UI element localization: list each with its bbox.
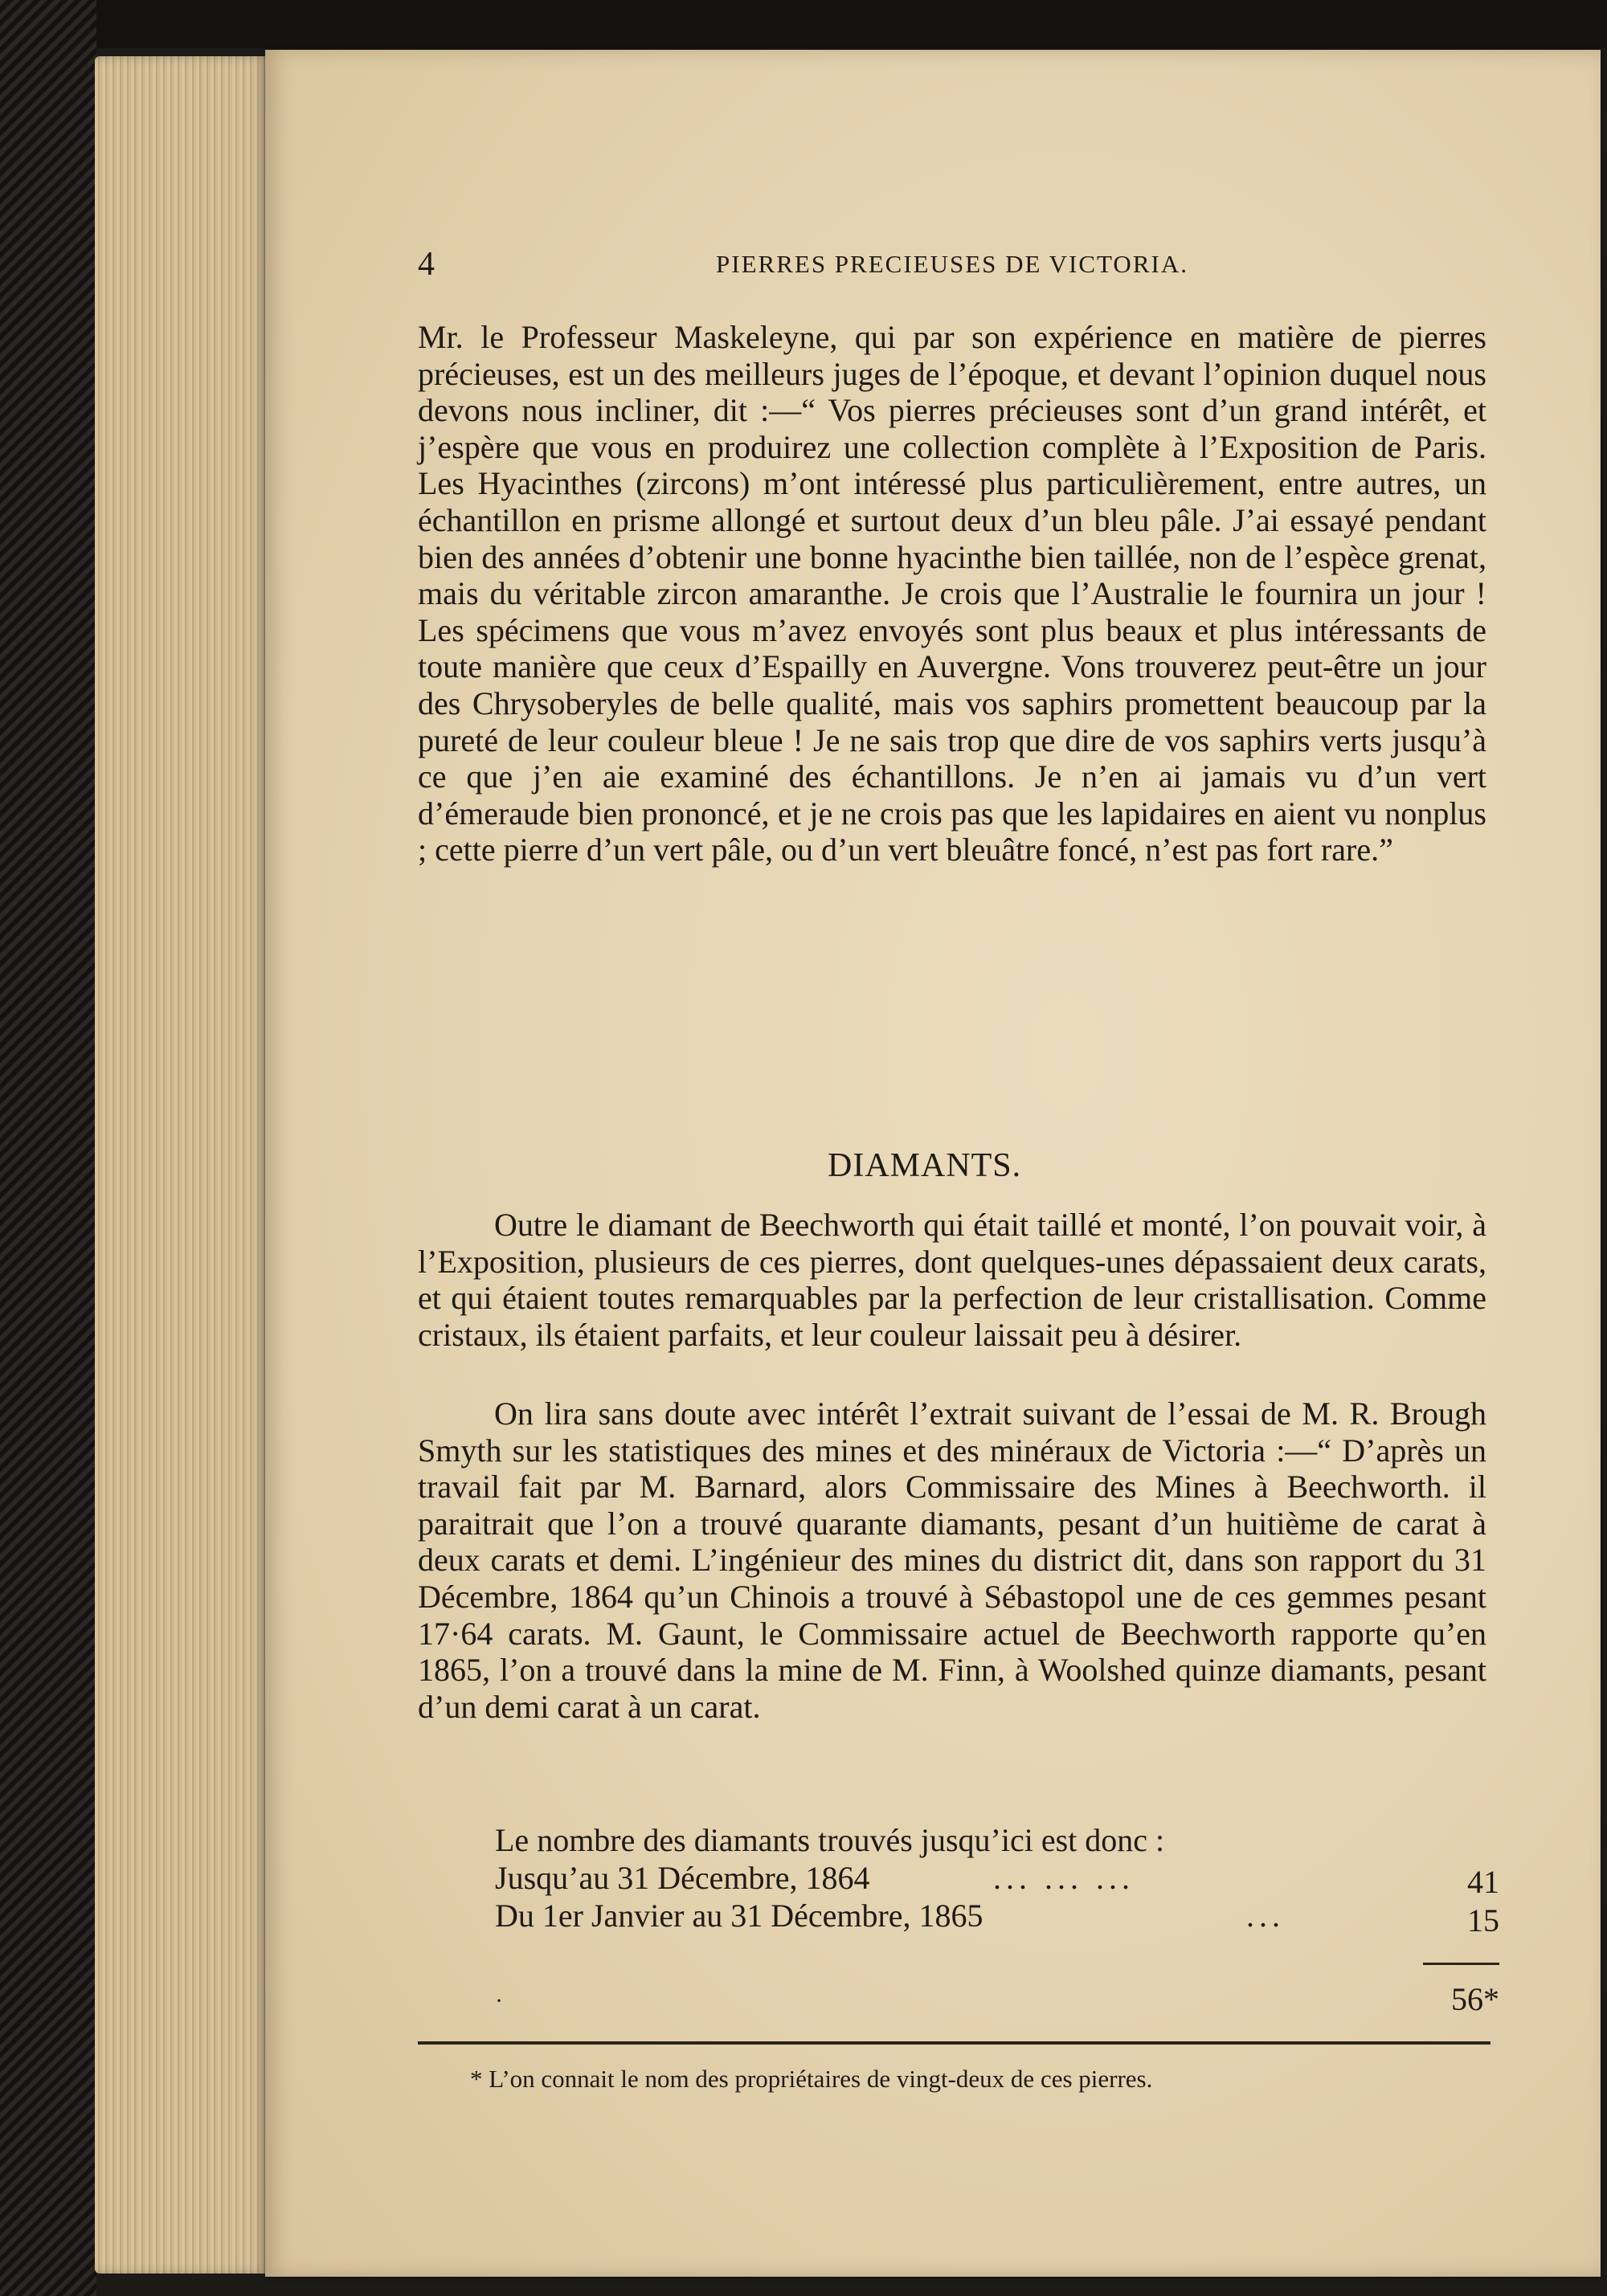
page-edges [95, 56, 268, 2274]
running-title: PIERRES PRECIEUSES DE VICTORIA. [716, 250, 1188, 278]
row-leader-dots: ... ... ... [993, 1860, 1135, 1896]
footnote-rule [418, 2041, 1490, 2045]
row-leader-dots: ... [1246, 1898, 1285, 1934]
book-binding [0, 0, 96, 2296]
section-heading-diamants: DIAMANTS. [828, 1147, 1022, 1184]
table-intro: Le nombre des diamants trouvés jusqu’ici est donc : [495, 1822, 1165, 1858]
table-row [495, 1859, 870, 1897]
row-value: 15 [1467, 1902, 1499, 1939]
footnote: * L’on connait le nom des propriétaires de vingt-deux de ces pierres. [470, 2065, 1153, 2093]
paragraph-brough-smyth-extract: On lira sans doute avec intérêt l’extrait suivant de l’essai de M. R. Brough Smyth sur les statistiques des mines et des minéraux de Victoria :—“ D’après un travail fait par M. Barnard, alors Commissaire des Mines à Beechworth. il paraitrait que l’on a trouvé quarante diamants, pesant d’un huitième de carat à deux carats et demi. L’ingénieur des mines du district dit, dans son rapport du 31 Décembre, 1864 qu’un Chinois a trouvé à Sébastopol une de ces gemmes pesant 17·64 carats. M. Gaunt, le Commissaire actuel de Beechworth rapporte qu’en 1865, l’on a trouvé dans la mine de M. Finn, à Woolshed quinze diamants, pesant d’un demi carat à un carat. [418, 1395, 1486, 1725]
paragraph-beechworth-diamond: Outre le diamant de Beechworth qui était taillé et monté, l’on pouvait voir, à l’Exposition, plusieurs de ces pierres, dont quelques-unes dépassaient deux carats, et qui étaient toutes remarquables par la perfection de leur cristallisation. Comme cristaux, ils étaient parfaits, et leur couleur laissait peu à désirer. [418, 1207, 1486, 1353]
page-number: 4 [418, 246, 435, 283]
sum-rule [1423, 1963, 1499, 1965]
row-label: Du 1er Janvier au 31 Décembre, 1865 [495, 1898, 983, 1934]
paragraph-maskelyne-quote: Mr. le Professeur Maskeleyne, qui par son expérience en matière de pierres précieuses, est un des meilleurs juges de l’époque, et devant l’opinion duquel nous devons nous incliner, dit :—“ Vos pierres précieuses sont d’un grand intérêt, et j’espère que vous en produirez une collection complète à l’Exposition de Paris. Les Hyacinthes (zircons) m’ont intéressé plus particulièrement, entre autres, un échantillon en prisme allongé et surtout deux d’un bleu pâle. J’ai essayé pendant bien des années d’obtenir une bonne hyacinthe bien taillée, non de l’espèce grenat, mais du véritable zircon amaranthe. Je crois que l’Australie le fournira un jour ! Les spécimens que vous m’avez envoyés sont plus beaux et plus intéressants de toute manière que ceux d’Espailly en Auvergne. Vons trouverez peut-être un jour des Chrysoberyles de belle qualité, mais vos saphirs promettent beaucoup par la pureté de leur couleur bleue ! Je ne sais trop que dire de vos saphirs verts jusqu’à ce que j’en aie examiné des échantillons. Je n’en ai jamais vu d’un vert d’émeraude bien prononcé, et je ne crois pas que les lapidaires en aient vu nonplus ; cette pierre d’un vert pâle, ou d’un vert bleuâtre foncé, n’est pas fort rare.” [418, 319, 1486, 868]
book-page [265, 50, 1601, 2277]
total-value: 56* [1451, 1981, 1499, 2017]
stray-mark: · [495, 1988, 503, 2014]
table-row [495, 1897, 983, 1934]
row-label: Jusqu’au 31 Décembre, 1864 [495, 1860, 870, 1896]
row-value: 41 [1467, 1864, 1499, 1900]
scan-top-margin [0, 0, 1607, 48]
running-head [418, 245, 1486, 285]
